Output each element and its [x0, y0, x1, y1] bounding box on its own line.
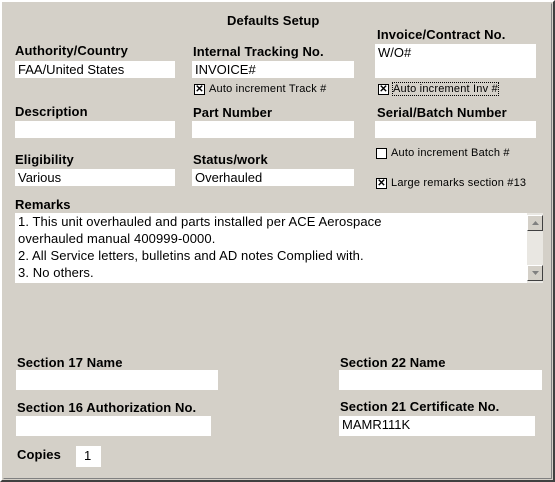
section16-label: Section 16 Authorization No.	[17, 400, 197, 415]
invoice-label: Invoice/Contract No.	[377, 27, 506, 42]
auto-increment-track-checkbox[interactable]	[194, 83, 327, 95]
remarks-label: Remarks	[15, 197, 71, 212]
section17-label: Section 17 Name	[17, 355, 123, 370]
part-number-field[interactable]	[192, 121, 354, 138]
auto-increment-inv-checkbox[interactable]	[378, 83, 498, 95]
section21-field[interactable]: MAMR111K	[339, 416, 535, 436]
copies-field[interactable]: 1	[76, 446, 101, 467]
section22-field[interactable]	[339, 370, 542, 390]
remarks-text: 1. This unit overhauled and parts installed per ACE Aerospace overhauled manual 400999-0000. 2. All Service letters, bulletins and AD notes Complied with. 3. No others.	[18, 214, 382, 280]
invoice-field[interactable]: W/O#	[375, 44, 536, 78]
auto-increment-batch-checkbox[interactable]	[376, 147, 510, 159]
description-label: Description	[15, 104, 88, 119]
remarks-textarea[interactable]	[15, 213, 543, 283]
scroll-up-button[interactable]	[527, 215, 543, 231]
window-title: Defaults Setup	[227, 13, 320, 28]
serial-label: Serial/Batch Number	[377, 105, 507, 120]
authority-field[interactable]: FAA/United States	[15, 61, 175, 78]
large-remarks-checkbox[interactable]	[376, 177, 526, 189]
tracking-label: Internal Tracking No.	[193, 44, 324, 59]
part-number-label: Part Number	[193, 105, 273, 120]
remarks-scrollbar[interactable]	[527, 213, 543, 283]
status-label: Status/work	[193, 152, 268, 167]
auto-increment-batch-label: Auto increment Batch #	[391, 147, 510, 159]
large-remarks-label: Large remarks section #13	[391, 177, 527, 189]
description-field[interactable]	[15, 121, 175, 138]
copies-label: Copies	[17, 447, 61, 462]
tracking-field[interactable]: INVOICE#	[192, 61, 354, 78]
serial-field[interactable]	[375, 121, 536, 138]
status-field[interactable]: Overhauled	[192, 169, 354, 186]
section16-field[interactable]	[16, 416, 211, 436]
section22-label: Section 22 Name	[340, 355, 446, 370]
auto-increment-inv-label: Auto increment Inv #	[393, 83, 498, 95]
arrow-down-icon	[532, 271, 539, 275]
authority-label: Authority/Country	[15, 43, 128, 58]
checkbox-checked-icon: ✕	[377, 177, 386, 189]
checkbox-unchecked-icon	[376, 148, 387, 159]
eligibility-label: Eligibility	[15, 152, 74, 167]
arrow-up-icon	[532, 221, 539, 225]
section17-field[interactable]	[16, 370, 218, 390]
checkbox-checked-icon: ✕	[195, 83, 204, 95]
scroll-down-button[interactable]	[527, 265, 543, 281]
section21-label: Section 21 Certificate No.	[340, 399, 500, 414]
checkbox-checked-icon: ✕	[379, 83, 388, 95]
auto-increment-track-label: Auto increment Track #	[209, 83, 327, 95]
eligibility-field[interactable]: Various	[15, 169, 175, 186]
